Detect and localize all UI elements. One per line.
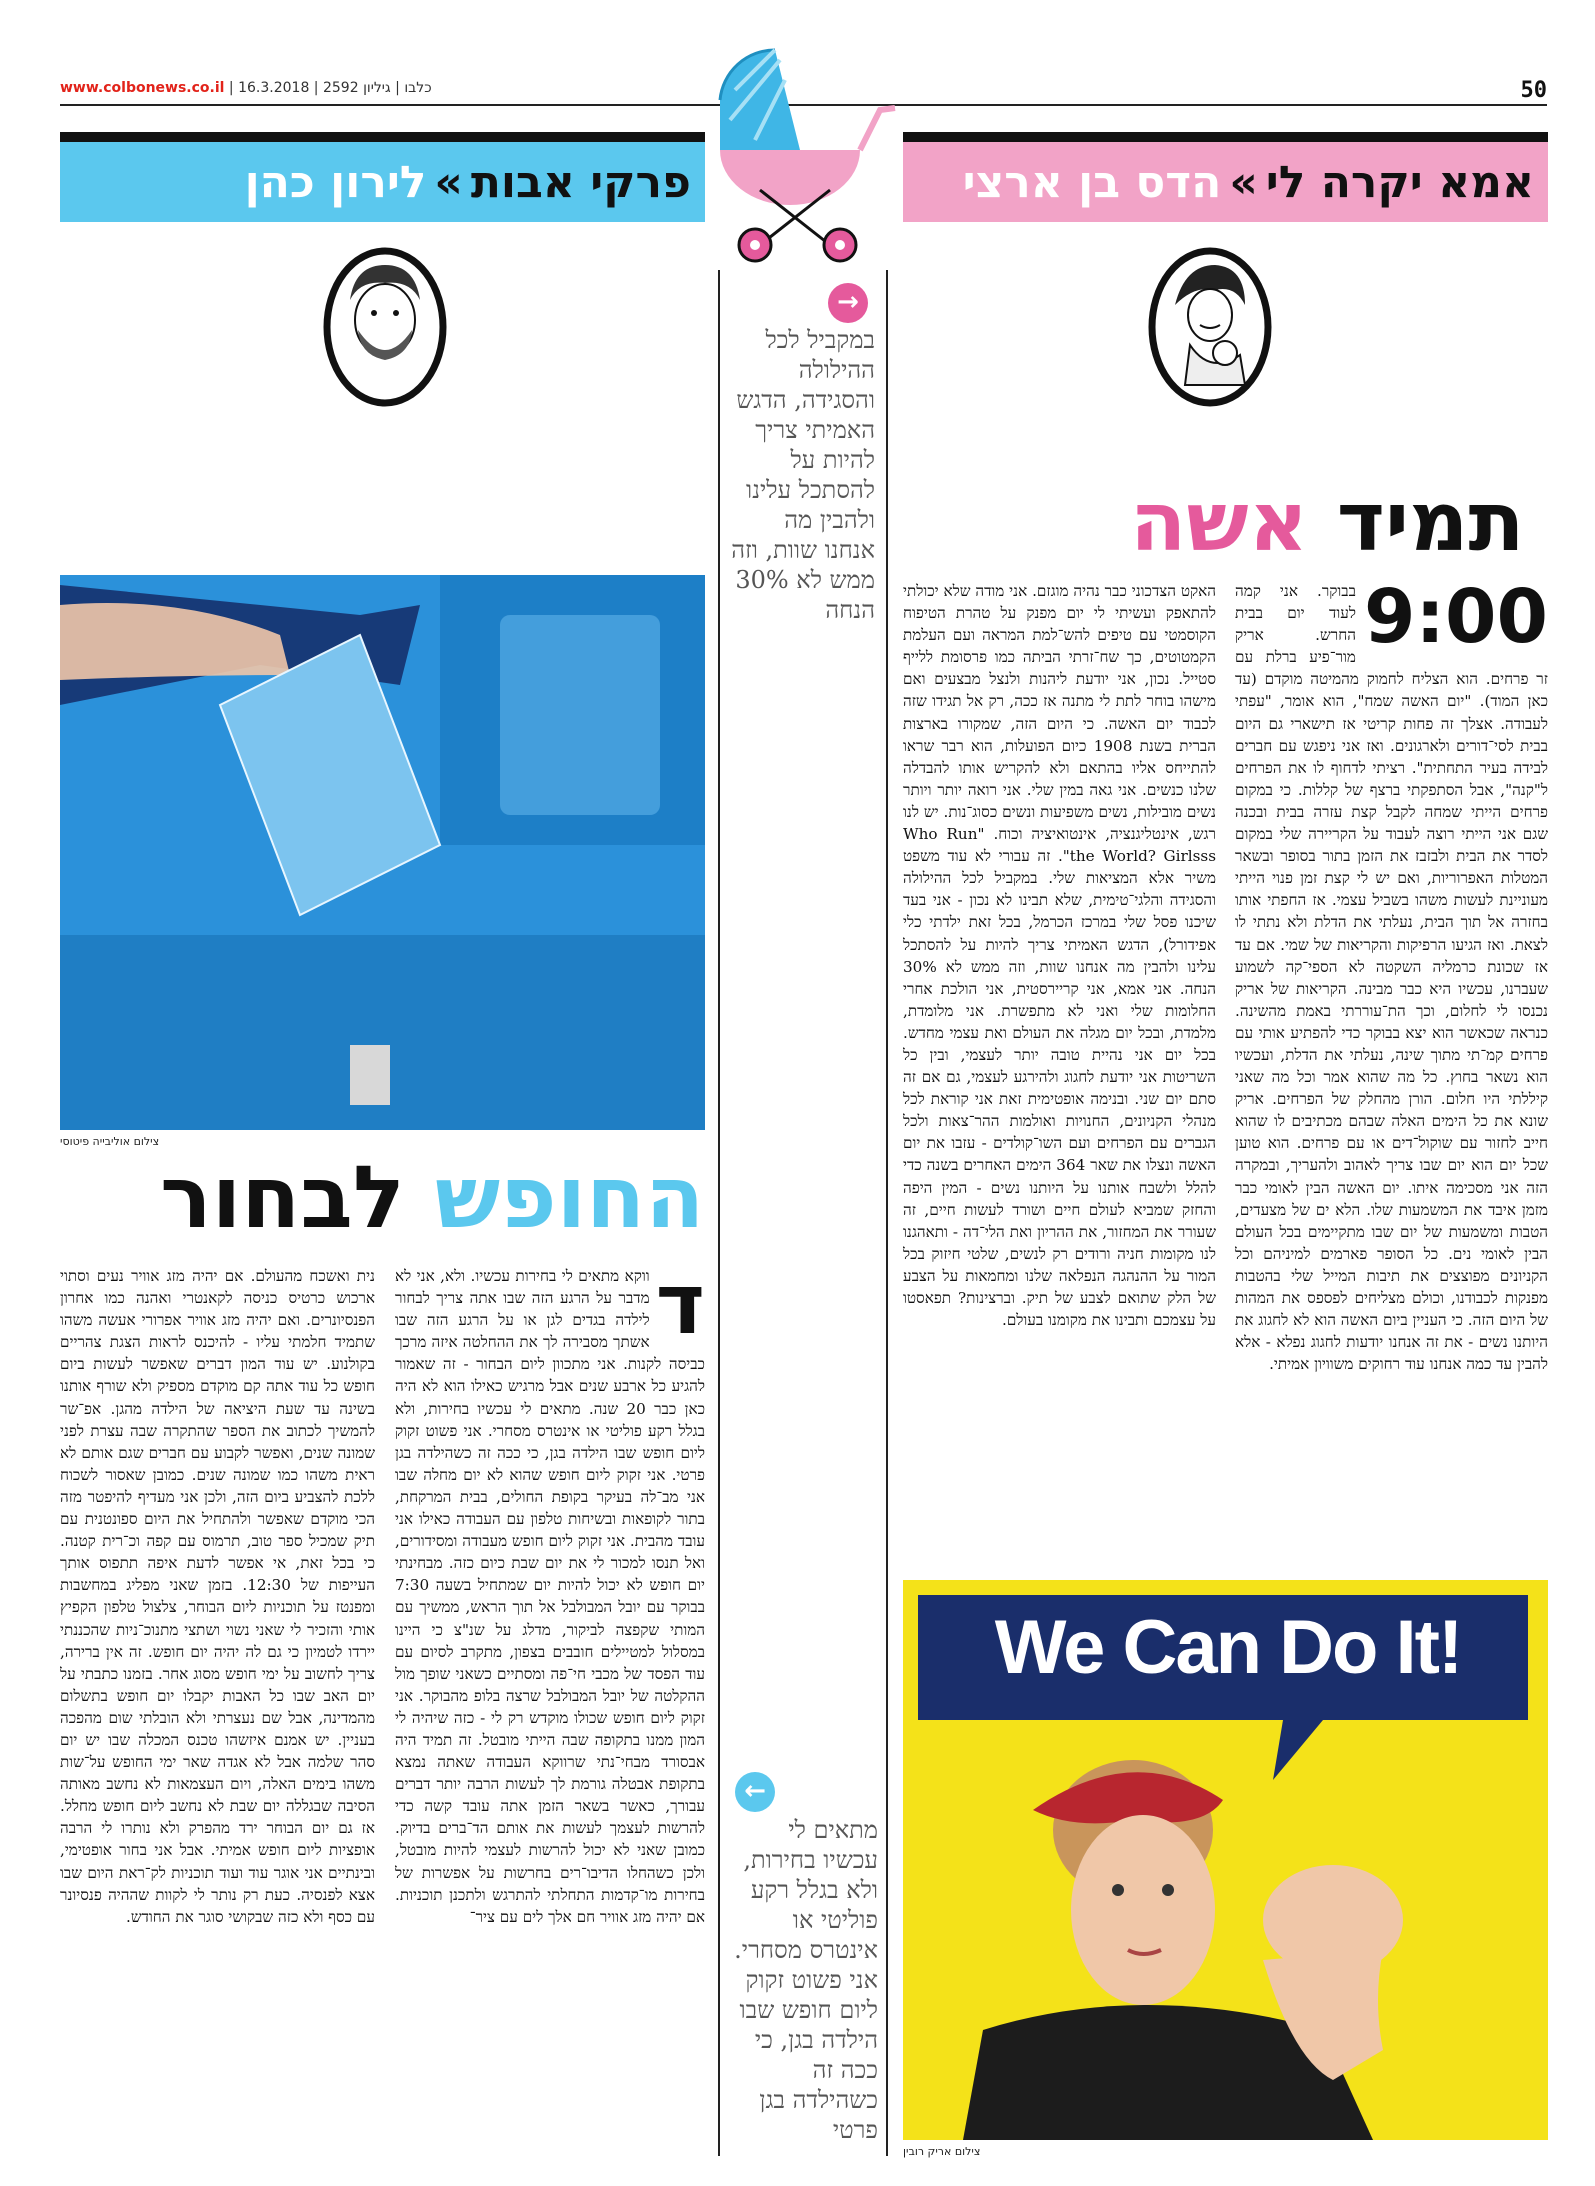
mother-author: הדס בן ארצי <box>962 156 1222 208</box>
mother-article-col-a <box>1235 580 1548 1580</box>
father-kicker: פרקי אבות <box>470 156 691 208</box>
portrait-father <box>320 245 450 410</box>
column-divider <box>886 270 888 2156</box>
mother-kicker: אמא יקרה לי <box>1265 156 1534 208</box>
ballot-photo <box>60 505 705 1130</box>
mother-column-header <box>903 132 1548 222</box>
chevron-icon: » <box>434 156 463 208</box>
father-article-col-b <box>60 1265 375 2135</box>
pullquote-top: במקביל לכל ההילולה והסגידה, הדגש האמיתי צריך להיות על להסתכל עלינו ולהבין מה אנחנו שוות, וזה ממש לא 30% הנחה <box>731 326 875 624</box>
chevron-icon: » <box>1229 156 1258 208</box>
issue: גיליון 2592 <box>322 80 391 96</box>
title-part1: החופש <box>434 1148 705 1248</box>
title-part2: לבחור <box>160 1148 405 1248</box>
mother-article-col-b <box>903 580 1216 1580</box>
arrow-right-icon: → <box>828 283 868 323</box>
pullquote-bottom: מתאים לי עכשיו בחירות, ולא בגלל רקע פוליטי או אינטרס מסחרי. אני פשוט זקוק ליום חופש שבו הילדה בגן, כי ככה זה כשהילדה בגן פרטי <box>734 1816 878 2144</box>
col-text: ווקא מתאים לי בחירות עכשיו. ולא, אני לא מדבר על הרגע הזה שבו אתה צריך לבחור לילדה בגדים לגן או על הרגע הזה שבו אשתך מסבירה לך את ההחלטה איזה מרכך כביסה לקנות. אני מתכוון ליום הבחור - זה שאמור להגיע כל ארבע שנים אבל מרגיש כאילו הוא לא היה כאן כבר 20 שנה. מתאים לי עכשיו בחירות, ולא בגלל רקע פוליטי או אינטרס מסחרי. אני פשוט זקוק ליום חופש שבו הילדה בגן, כי ככה זה כשהילדה בגן פרטי. אני זקוק ליום חופש שהוא לא יום מחלה שבו אני מב־לה בעיקר בקופת החולים, בבית המרקחת, בתור לקופאות ובשיחות טלפון עם העבודה כאילו אני עובד מהבית. אני זקוק ליום חופש מעבודה ומסידורים, ואל תנסו למכור לי את יום שבת כיום כזה. מבחינתי יום חופש לא יכול להיות יום שמתחיל בשעה 7:30 בבוקר עם יובל המבולבל אל תוך הראש, ממשיך עם המותי שקפצה לביקור, מדלג על שנ"צ כי היינו במסלול למטיילים חובבים בצפון, מתקרב לסיום עם עוד הפסד של מכבי חי־פה ומסתיים כשאני שופך מול ההקלטה של יובל המבולבל שרצה בלופ מהבוקר. אני זקוק ליום חופש שכולו מוקדש רק לי - כזה שיהיה לי המון ממנו בתקופה שבה הייתי מובטל. זה תמיד היה אבסורד מבחי־נתי שרווקא העבודה שאתה נמצא בתקופת אבטלה גורמת לך לעשות הרבה יותר דברים עבורך, כאשר בשאר הזמן אתה עובד קשה כדי להרשות לעצמך לעשות את אותם הד־ברים בדיוק. כמובן שאני לא יכול להרשות לעצמי להיות מובטל, ולכן כשהחלו הדיבו־רים בחרשות על אפשרות של בחירות מו־קדמות התחלתי להתרגש ולתכנן תוכניות. אם יהיה מזג אוויר חם אלך לים עם ציר־ <box>395 1267 705 1926</box>
title-part2: אשה <box>1130 475 1309 570</box>
portrait-mother <box>1145 245 1275 410</box>
arrow-left-icon: ← <box>735 1772 775 1812</box>
col-text: נית ואשכח מהעולם. אם יהיה מזג אוויר נעים וסתוי ארכוש כרטיס כניסה לקאנטרי ואהנה כמו אחרון הפנסיונרים. ואם יהיה מזג אוויר אפרורי אעשה משהו שתמיד חלמתי עליו - להיכנס לראות הצגת צהריים בקולנוע. יש עוד המון דברים שאפשר לעשות ביום חופש כל עוד אתה קם מוקדם מספיק ולא שורף אותנו בשינה עד שעת היציאה של הילדה מהגן. אפ־שר להמשיך לכתוב את הספר שהתקרה שבה עצרת לפני שמונה שנים, ואפשר לקבוע עם חברים שגם אותם לא ראית משהו כמו שמונה שנים. כמובן שאסור לשכוח ללכת להצביע ביום הזה, ולכן אני מעדיף להיפטר מזה הכי מוקדם שאפשר ולהתחיל את היום ספונטנית עם תיק שמכיל ספר טוב, תרמוס עם קפה וכ־רית קטנה. כי בכל זאת, אי אפשר לדעת איפה תתפוס אותך העייפות של 12:30. בזמן שאני מפליג במחשבות ומפנטז על תוכניות ליום הבוחר, צלצול טלפון הקפיץ אותי והזכיר לי שאני נשוי ושתצי מתנוכ־ניות שהכננתי יירדו לטמיון כי גם לה יהיה יום חופש. זה אין ברירה, צריך לחשוב על ימי חופש מסוג אחר. בזמנו כתבתי על יום האב שבו כל האבות יקבלו יום חופש בתשלום מהמדינה, אבל שם נעצרתי ולא הובלתי שום מהפכה בעניין. יש אמנם איזשהו טכנס המכלה שבו יש יום סהר שלמה אבל לא אגדה שאר ימי החופש על־שות משהו בימים האלה, ויום העצמאות לא נחשב מאותה הסיבה שבגללה יום שבת לא נחשב ליום חופש מחלל. אז גם יום הבוחר ירד מהפרק ולא נותרו לי הרבה אופציות ליום חופש אמיתי. אבל אני בחור אופטימי, ובינתיים אני אוגר עוד ועוד תוכניות לק־ראת היום שבו אצא לפנסיה. כעת רק נותר לי לקוות שההיה פנסיונר עם כסף ולא כזה שבקושי סוגר את החודש. <box>60 1267 375 1926</box>
column-divider <box>718 270 720 2156</box>
father-article-col-a <box>395 1265 705 2135</box>
header-meta: www.colbonews.co.il | כלבו | גיליון 2592 | 16.3.2018 <box>60 80 432 96</box>
mother-article-title <box>1130 475 1525 570</box>
col-text: האקט הצדכוני כבר נהיה מוגזם. אני מודה שלא יכולתי להתאפק ועשיתי לי יום מפנק על טהרת הטיפוח הקוסמטי עם טיפים להש־למת המראה ועם העלמת הקמטוטים, כך שח־זרתי הביתה כמו פרסומת ללייף סטייל. נכון, אני יודעת ליהנות ולנצל מבצעים ואם מישהו בוחר לתת לי מתנה אז ככה, רק אל תגידו שזה לכבוד יום האשה. כי היום הזה, שמקורו בארצות הברית בשנת 1908 כיום הפועלות, הוא רבר שראו להתייחס אליו בהתאם ולא להקריש אותו להבדלה שלנו כנשים. אני גאה במין שלי. אני רואה יותר ויותר נשים מובילות, נשים משפיעות ונשים כסוג־נות. יש לנו רגש, אינטליגנציה, אינטואיציה וכוח. "Who Run the World? Girlsss". זה עבורי לא עוד משפט משיר אלא המציאות שלי. במקביל לכל ההילולה והסגידה והלגי־טימית, שלא תבינו לא נכון - אני בעד שיכנו פסל שלי במרכז הכרמל, בכל זאת ילדתי כלי אפידורל), הדגש האמיתי צריך להיות על להסתכל עלינו ולהבין מה אנחנו שוות, וזה ממש לא 30% הנחה. אני אמא, אני קריירסטית, אני הולכת אחרי החלומות שלי ואני לא מתפשרת. אני מלומדת, מלמדת, ובכל יום מגלה את העולם ואת עצמי מחדש. בכל יום אני נהיית טובה יותר לעצמי, ובין כל השריטות אני יודעת לחגוג ולהירגע לעצמי, גם אם זה סתם יום שני. ובנימה אופטימית זאת אני קוראת לכל מנהלי הקניונים, החנויות ואולמות ההר־צאות ולכל הגברים עם הפרחים ועם השו־קולדים - עזבו את יום האשה ונצלו את שאר 364 הימים האחרים בשנה כדי להלל ולשבח אותנו על היותנו נשים - המין היפה והחזק שמביא לעולם חיים ושורד לעשות חיים, זה שעורר את המחזור, את ההריון ואת הלי־דה - ותאהגנו לנו מקומות חניה ורודים רק לנשים, שלטי חיזוק בכל המור על ההנהגה הנפלאה שלנו ומחמאות על הצבע של הלק שתואם לצבע של תיק. וברצינות? תפאסטו על עצמכם ותבינו את מקומנו בעולם. <box>903 582 1216 1330</box>
baby-carriage-icon <box>700 40 900 270</box>
title-part1: תמיד <box>1336 475 1525 570</box>
father-author: לירון כהן <box>244 156 427 208</box>
paper-name: כלבו <box>404 80 432 96</box>
poster-photo <box>903 1580 1548 2140</box>
page-number: 50 <box>1520 78 1547 103</box>
date: 16.3.2018 <box>238 80 310 96</box>
poster-credit: צילום אריק רובין <box>903 2145 981 2158</box>
father-column-header <box>60 132 705 222</box>
dropcap: ד <box>655 1265 705 1353</box>
time-label: 9:00 <box>1363 580 1548 660</box>
site-link[interactable]: www.colbonews.co.il <box>60 80 225 96</box>
ballot-photo-credit: צילום אוליבייה פיטוסי <box>60 1135 160 1148</box>
poster-text: We Can Do It! <box>994 1605 1462 1690</box>
father-article-title <box>160 1150 704 1246</box>
col-text: בבוקר. אני קמה לעוד יום בבית החרש. אריק מור־פיע ברלת עם זר פרחים. הוא הצליח לחמוק מהמיטה מוקדם (עד כאן המוד). "יום האשה שמח", הוא אומר, "עפתי לעבודה. אצלך זה פחות קריטי אז תישארי גם היום בבית לסי־דורים ולארגונים. ואז אני ניפגש עם חברים לבידה בעיר התחתית". רציתי לדחוף לו את הפרחים ל"קנה", אבל הסתפקתי ברצף של קללות. כי במקום פרחים הייתי שמחה לקבל קצת עזרה בבית ובכנה שגם אני הייתי רוצה לעבוד על הקריירה שלי במקום לסדר את הבית ולבזבז את הזמן בתור בסופר ובשאר המטלות האפרוריות, ואם יש לי קצת זמן פנוי הייתי מעוניינת לעשות משהו בשביל עצמי. אז החפתי אותו בחזרה אל תוך הבית, נעלתי את הדלת ולא נתתי לו לצאת. ואז הגיעו הרפיקות והקריאות של שמי. אם עד אז שכונת כרמליה השקטה לא הספי־קה לשמוע שעברנו, עכשיו היא כבר מבינה. הקריאות של אריק נכנסו לי לחלום, וכך הת־עוררתי באמת מהשינה. כנראה שכאשר הוא יצא בבוקר כדי להפתיע אותי עם פרחים קמ־תי מתוך שינה, נעלתי את הדלת, ועכשיו הוא נשאר בחוץ. כל מה שהוא אמר וכל מה שאני קיללתי היו חלום. הורן מהחלק של הפרחים. אריק שונא את כל הימים האלה שבהם מכתיבים לו שהוא חייב לחזור עם שוקול־דים או עם פרחים. הוא טוען שכל יום הוא יום שבו צריך לאהוב ולהעריך, ובמקרה הזה אני מסכימה איתו. יום האשה הבין לאומי כבר מזמן איבד את המשמעות שלו. הלא ים של מצעדים, הטבות ומשמעות של יום שבו מתקיימים בכל העולם הבין לאומי נים. כל הסופר פארמים למיניהם וכל הקניונים מפוצצים את תיבות המייל שלי בהטבות מפנקות לכבודנו, וכולם מצליחים לפספס את המהות של היום הזה. כי העניין ביום האשה הוא לא לחגוג את היותנו נשים - את זה אנחנו יודעות לחגוג נפלא - אלא להבין עד כמה אנחנו עוד רחוקים משוויון אמיתי. <box>1235 582 1548 1374</box>
